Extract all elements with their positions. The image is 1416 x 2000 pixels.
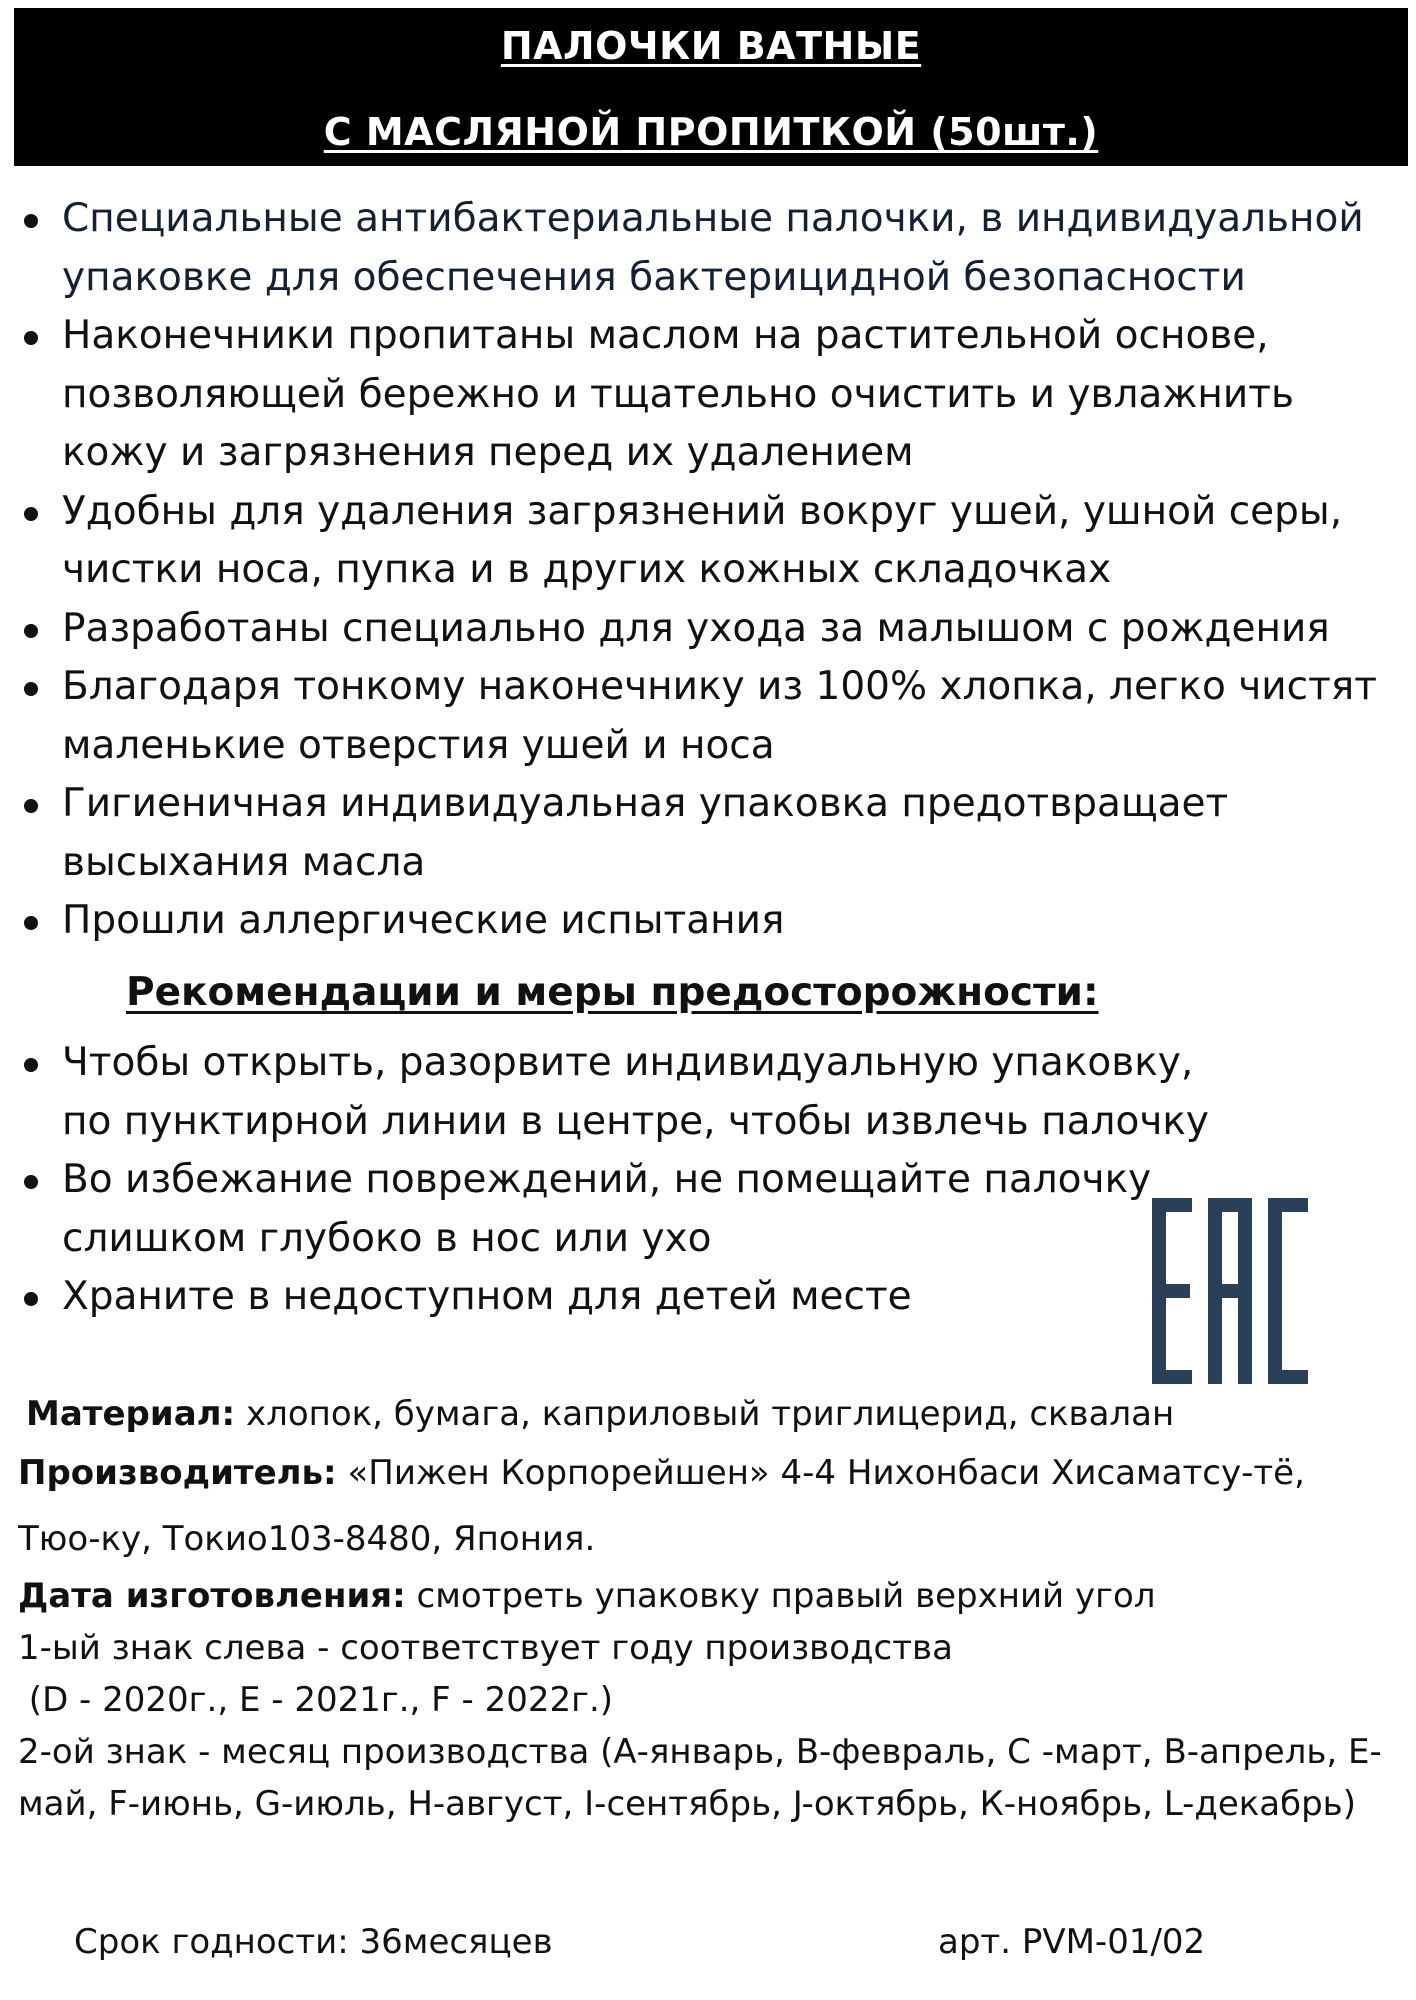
manufacture-date-value: смотреть упаковку правый верхний угол bbox=[405, 1576, 1156, 1616]
manufacture-date-block bbox=[18, 1570, 1398, 1830]
manufacture-date-label: Дата изготовления: bbox=[18, 1576, 406, 1616]
year-code-list: (D - 2020г., E - 2021г., F - 2022г.) bbox=[18, 1680, 614, 1720]
month-code-note: 2-ой знак - месяц производства (А-январь, В-февраль, С -март, В-апрель, Е-май, F-июнь, G-июль, H-август, I-сентябрь, J-октябрь, К-ноябрь, L-декабрь) bbox=[18, 1732, 1382, 1824]
list-item: Разработаны специально для ухода за малышом с рождения bbox=[20, 600, 1390, 659]
bullet-icon bbox=[24, 916, 38, 930]
title-line-1: ПАЛОЧКИ ВАТНЫЕ bbox=[500, 24, 922, 68]
list-item: Специальные антибактериальные палочки, в индивидуальной упаковке для обеспечения бактерицидной безопасности bbox=[20, 190, 1390, 307]
bullet-icon bbox=[24, 799, 38, 813]
bullet-icon bbox=[24, 1058, 38, 1072]
material-value: хлопок, бумага, каприловый триглицерид, сквалан bbox=[235, 1394, 1175, 1434]
title-line-2: С МАСЛЯНОЙ ПРОПИТКОЙ (50шт.) bbox=[323, 110, 1099, 154]
list-item: Удобны для удаления загрязнений вокруг ушей, ушной серы, чистки носа, пупка и в других кожных складочках bbox=[20, 483, 1390, 600]
bullet-icon bbox=[24, 624, 38, 638]
list-item: Наконечники пропитаны маслом на растительной основе, позволяющей бережно и тщательно очистить и увлажнить кожу и загрязнения перед их удалением bbox=[20, 307, 1390, 483]
shelf-life: Срок годности: 36месяцев bbox=[74, 1922, 553, 1962]
features-list bbox=[20, 190, 1390, 951]
bullet-icon bbox=[24, 331, 38, 345]
title-banner bbox=[14, 8, 1408, 166]
bullet-icon bbox=[24, 507, 38, 521]
bullet-icon bbox=[24, 1292, 38, 1306]
list-item: Во избежание повреждений, не помещайте палочку слишком глубоко в нос или ухо bbox=[20, 1151, 1172, 1268]
producer-block bbox=[18, 1440, 1348, 1572]
article-number: арт. PVM-01/02 bbox=[938, 1922, 1206, 1962]
bullet-icon bbox=[24, 682, 38, 696]
list-item: Благодаря тонкому наконечнику из 100% хлопка, легко чистят маленькие отверстия ушей и носа bbox=[20, 658, 1390, 775]
list-item: Храните в недоступном для детей месте bbox=[20, 1268, 1390, 1327]
list-item: Прошли аллергические испытания bbox=[20, 892, 1390, 951]
bullet-icon bbox=[24, 214, 38, 228]
list-item: Чтобы открыть, разорвите индивидуальную упаковку, по пунктирной линии в центре, чтобы извлечь палочку bbox=[20, 1034, 1252, 1151]
precautions-heading: Рекомендации и меры предосторожности: bbox=[126, 970, 1099, 1015]
producer-value: «Пижен Корпорейшен» 4-4 Нихонбаси Хисаматсу-тё, Тюо-ку, Токио103-8480, Япония. bbox=[18, 1453, 1305, 1559]
list-item: Гигиеничная индивидуальная упаковка предотвращает высыхания масла bbox=[20, 775, 1390, 892]
producer-label: Производитель: bbox=[18, 1453, 337, 1493]
year-code-note: 1-ый знак слева - соответствует году производства bbox=[18, 1628, 953, 1668]
bullet-icon bbox=[24, 1175, 38, 1189]
eac-logo bbox=[1150, 1190, 1310, 1390]
material-label: Материал: bbox=[26, 1394, 236, 1434]
material-line bbox=[26, 1388, 1406, 1440]
